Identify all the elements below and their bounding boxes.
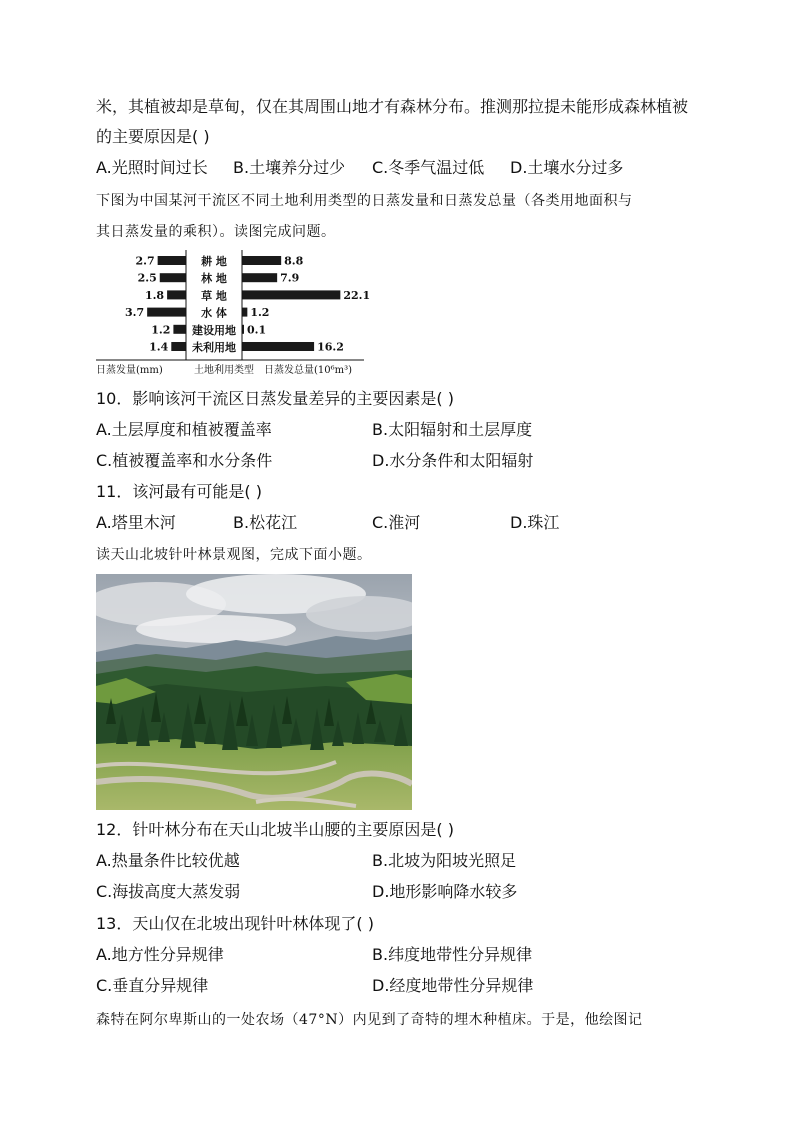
bar-daily-evaporation	[158, 256, 186, 265]
label-daily-total-evaporation: 8.8	[284, 254, 304, 268]
bar-daily-evaporation	[167, 290, 186, 299]
bar-daily-total-evaporation	[242, 308, 247, 317]
q12-option-a: A.热量条件比较优越	[96, 851, 240, 870]
q13-option-c: C.垂直分异规律	[96, 976, 209, 995]
q11-option-d: D.珠江	[510, 513, 560, 532]
label-daily-total-evaporation: 1.2	[250, 306, 270, 320]
label-daily-total-evaporation: 7.9	[280, 271, 300, 285]
bar-daily-evaporation	[160, 273, 186, 282]
label-daily-evaporation: 1.2	[151, 323, 171, 337]
q10-option-c: C.植被覆盖率和水分条件	[96, 451, 273, 470]
land-use-category-label: 未利用地	[192, 341, 236, 354]
next-intro-line: 森特在阿尔卑斯山的一处农场（47°N）内见到了奇特的埋木种植床。于是，他绘图记	[96, 1012, 643, 1028]
label-daily-evaporation: 1.8	[144, 288, 165, 302]
chart-xlabel-right: 日蒸发总量(10⁶m³)	[264, 365, 353, 376]
q9-stem-line1: 米，其植被却是草甸，仅在其周围山地才有森林分布。推测那拉提未能形成森林植被	[96, 97, 689, 116]
q13-option-a: A.地方性分异规律	[96, 945, 224, 964]
land-use-category-label: 耕 地	[201, 255, 227, 268]
chart-intro-line1: 下图为中国某河干流区不同土地利用类型的日蒸发量和日蒸发总量（各类用地面积与	[96, 193, 633, 209]
tianshan-forest-photo	[96, 574, 412, 810]
q12-option-c: C.海拔高度大蒸发弱	[96, 882, 241, 901]
bar-daily-total-evaporation	[242, 256, 281, 265]
q11-option-a: A.塔里木河	[96, 513, 176, 532]
land-use-category-label: 林 地	[201, 272, 227, 286]
photo-intro: 读天山北坡针叶林景观图，完成下面小题。	[96, 547, 372, 563]
q10-option-d: D.水分条件和太阳辐射	[372, 451, 534, 470]
label-daily-total-evaporation: 0.1	[247, 323, 267, 337]
label-daily-evaporation: 2.7	[135, 254, 155, 268]
q12-option-b: B.北坡为阳坡光照足	[372, 851, 517, 870]
q11-option-b: B.松花江	[233, 513, 298, 532]
q9-option-a: A.光照时间过长	[96, 158, 208, 177]
q10-option-a: A.土层厚度和植被覆盖率	[96, 420, 272, 439]
q11-option-c: C.淮河	[372, 513, 421, 532]
label-daily-evaporation: 2.5	[137, 271, 157, 285]
label-daily-total-evaporation: 22.1	[343, 288, 371, 302]
q10-stem: 10．影响该河干流区日蒸发量差异的主要因素是( )	[96, 389, 454, 408]
bar-daily-total-evaporation	[242, 273, 277, 282]
bar-daily-evaporation	[147, 308, 186, 317]
land-use-category-label: 水 体	[201, 306, 227, 320]
bar-daily-evaporation	[173, 325, 186, 334]
land-use-category-label: 建设用地	[192, 323, 236, 337]
evaporation-bar-chart	[96, 250, 376, 380]
q13-option-d: D.经度地带性分异规律	[372, 976, 534, 995]
bar-daily-total-evaporation	[242, 290, 340, 299]
bar-daily-total-evaporation	[242, 342, 314, 351]
q11-stem: 11．该河最有可能是( )	[96, 482, 262, 501]
q9-stem-line2: 的主要原因是( )	[96, 127, 210, 146]
chart-xlabel-left: 日蒸发量(mm)	[96, 365, 163, 376]
q9-option-d: D.土壤水分过多	[510, 158, 624, 177]
label-daily-total-evaporation: 16.2	[317, 340, 344, 354]
chart-xlabel-center: 土地利用类型	[194, 365, 254, 376]
q9-option-c: C.冬季气温过低	[372, 158, 485, 177]
land-use-category-label: 草 地	[201, 289, 227, 303]
q12-stem: 12．针叶林分布在天山北坡半山腰的主要原因是( )	[96, 820, 454, 839]
chart-intro-line2: 其日蒸发量的乘积）。读图完成问题。	[96, 224, 336, 240]
q13-stem: 13．天山仅在北坡出现针叶林体现了( )	[96, 914, 374, 933]
label-daily-evaporation: 1.4	[149, 340, 169, 354]
q13-option-b: B.纬度地带性分异规律	[372, 945, 533, 964]
q12-option-d: D.地形影响降水较多	[372, 882, 518, 901]
q10-option-b: B.太阳辐射和土层厚度	[372, 420, 533, 439]
q9-option-b: B.土壤养分过少	[233, 158, 346, 177]
bar-daily-evaporation	[171, 342, 186, 351]
label-daily-evaporation: 3.7	[125, 306, 145, 320]
